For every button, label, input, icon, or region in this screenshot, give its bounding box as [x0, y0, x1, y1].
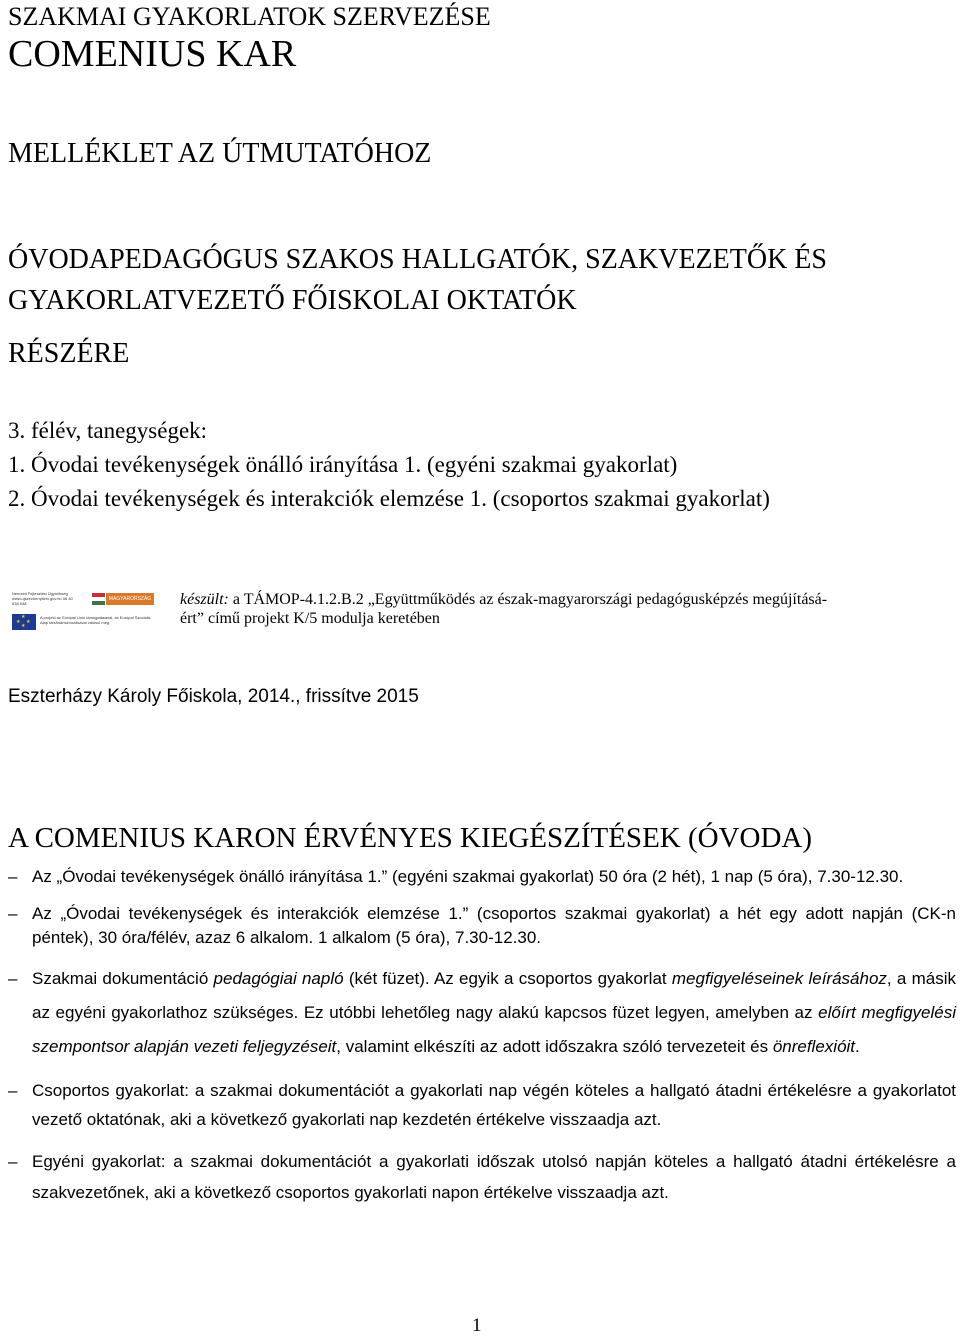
hungarian-flag-icon: [92, 593, 105, 605]
dash-bullet: –: [8, 1081, 18, 1100]
supplement-list: [8, 866, 956, 1208]
list-item: [8, 902, 956, 950]
item-text: Egyéni gyakorlat: a szakmai dokumentációt a gyakorlati időszak utolsó napján köteles a hallgató átadni értékelésre a szakvezetőnek, aki a következő csoportos gyakorlati napon értékelve visszaadja azt.: [32, 1152, 956, 1202]
audience-line1: ÓVODAPEDAGÓGUS SZAKOS HALLGATÓK, SZAKVEZETŐK ÉS: [8, 244, 827, 275]
dash-bullet: –: [8, 1152, 18, 1171]
list-item: [8, 866, 956, 888]
page-number: 1: [472, 1315, 482, 1336]
item-text-plain: , valamint elkészíti az adott időszakra szóló tervezeteit és: [336, 1037, 773, 1056]
list-item: [8, 1076, 956, 1134]
item-text-plain: .: [855, 1037, 860, 1056]
agency-text: Nemzeti Fejlesztési Ügynökség www.ujszechenyiterv.gov.hu 06 40 638 638: [12, 591, 73, 606]
dash-bullet: –: [8, 969, 18, 988]
item-text-italic: pedagógiai napló: [213, 969, 344, 988]
item-text-plain: , a másik az egyéni gyakorlathoz szükséges. Ez utóbbi lehetőleg nagy alakú kapcsos füzet legyen, amelyben az: [32, 969, 956, 1022]
course-line-2: 2. Óvodai tevékenységek és interakciók elemzése 1. (csoportos szakmai gyakorlat): [8, 486, 770, 511]
item-text: Az „Óvodai tevékenységek és interakciók elemzése 1.” (csoportos szakmai gyakorlat) a hét egy adott napján (CK-n péntek), 30 óra/félév, azaz 6 alkalom. 1 alkalom (5 óra), 7.30-12.30.: [32, 904, 956, 947]
course-line-1: 1. Óvodai tevékenységek önálló irányítása 1. (egyéni szakmai gyakorlat): [8, 452, 678, 477]
list-item: [8, 1146, 956, 1208]
header-title-line1: SZAKMAI GYAKORLATOK SZERVEZÉSE: [8, 2, 491, 31]
item-text-plain: Szakmai dokumentáció: [32, 969, 214, 988]
audience-line2: GYAKORLATVEZETŐ FŐISKOLAI OKTATÓK: [8, 285, 577, 316]
item-text-italic: előírt megfigyelési szempontsor alapján vezeti feljegyzéseit: [32, 1003, 956, 1056]
item-text-italic: megfigyeléseinek leírásához: [671, 969, 887, 988]
project-line-1: [180, 591, 827, 609]
dash-bullet: –: [8, 904, 18, 923]
annex-heading: MELLÉKLET AZ ÚTMUTATÓHOZ: [8, 138, 432, 169]
list-item: [8, 962, 956, 1064]
project-line-2: ért” című projekt K/5 modulja keretében: [180, 610, 440, 627]
renewal-badge: MAGYARORSZÁG MEGÚJUL: [106, 593, 154, 605]
item-text: Csoportos gyakorlat: a szakmai dokumentációt a gyakorlati nap végén köteles a hallgató átadni értékelésre a gyakorlatot vezető oktatónak, aki a következő gyakorlati nap kezdetén értékelve visszaadja azt.: [32, 1081, 956, 1129]
semester-line: 3. félév, tanegységek:: [8, 418, 208, 443]
institution-line: Eszterházy Károly Főiskola, 2014., frissítve 2015: [8, 686, 419, 707]
funding-logo-block: [10, 589, 156, 636]
item-text: Az „Óvodai tevékenységek önálló irányítása 1.” (egyéni szakmai gyakorlat) 50 óra (2 hét), 1 nap (5 óra), 7.30-12.30.: [32, 867, 904, 886]
project-prefix: készült:: [180, 591, 229, 608]
project-text-1: a TÁMOP-4.1.2.B.2 „Együttműködés az észak-magyarországi pedagógusképzés megújításá-: [228, 591, 828, 608]
audience-line3: RÉSZÉRE: [8, 338, 130, 369]
item-text-plain: (két füzet). Az egyik a csoportos gyakorlat: [343, 969, 672, 988]
item-text-italic: önreflexióit: [772, 1037, 856, 1056]
eu-funding-text: A projekt az Európai Unió támogatásával, az Európai Szociális Alap társfinanszírozásával valósul meg.: [40, 615, 151, 625]
dash-bullet: –: [8, 867, 18, 886]
header-title-line2: COMENIUS KAR: [8, 33, 297, 75]
eu-flag-icon: ★ ★ ★ ★: [12, 614, 36, 630]
section-heading: A COMENIUS KARON ÉRVÉNYES KIEGÉSZÍTÉSEK (ÓVODA): [8, 822, 812, 854]
